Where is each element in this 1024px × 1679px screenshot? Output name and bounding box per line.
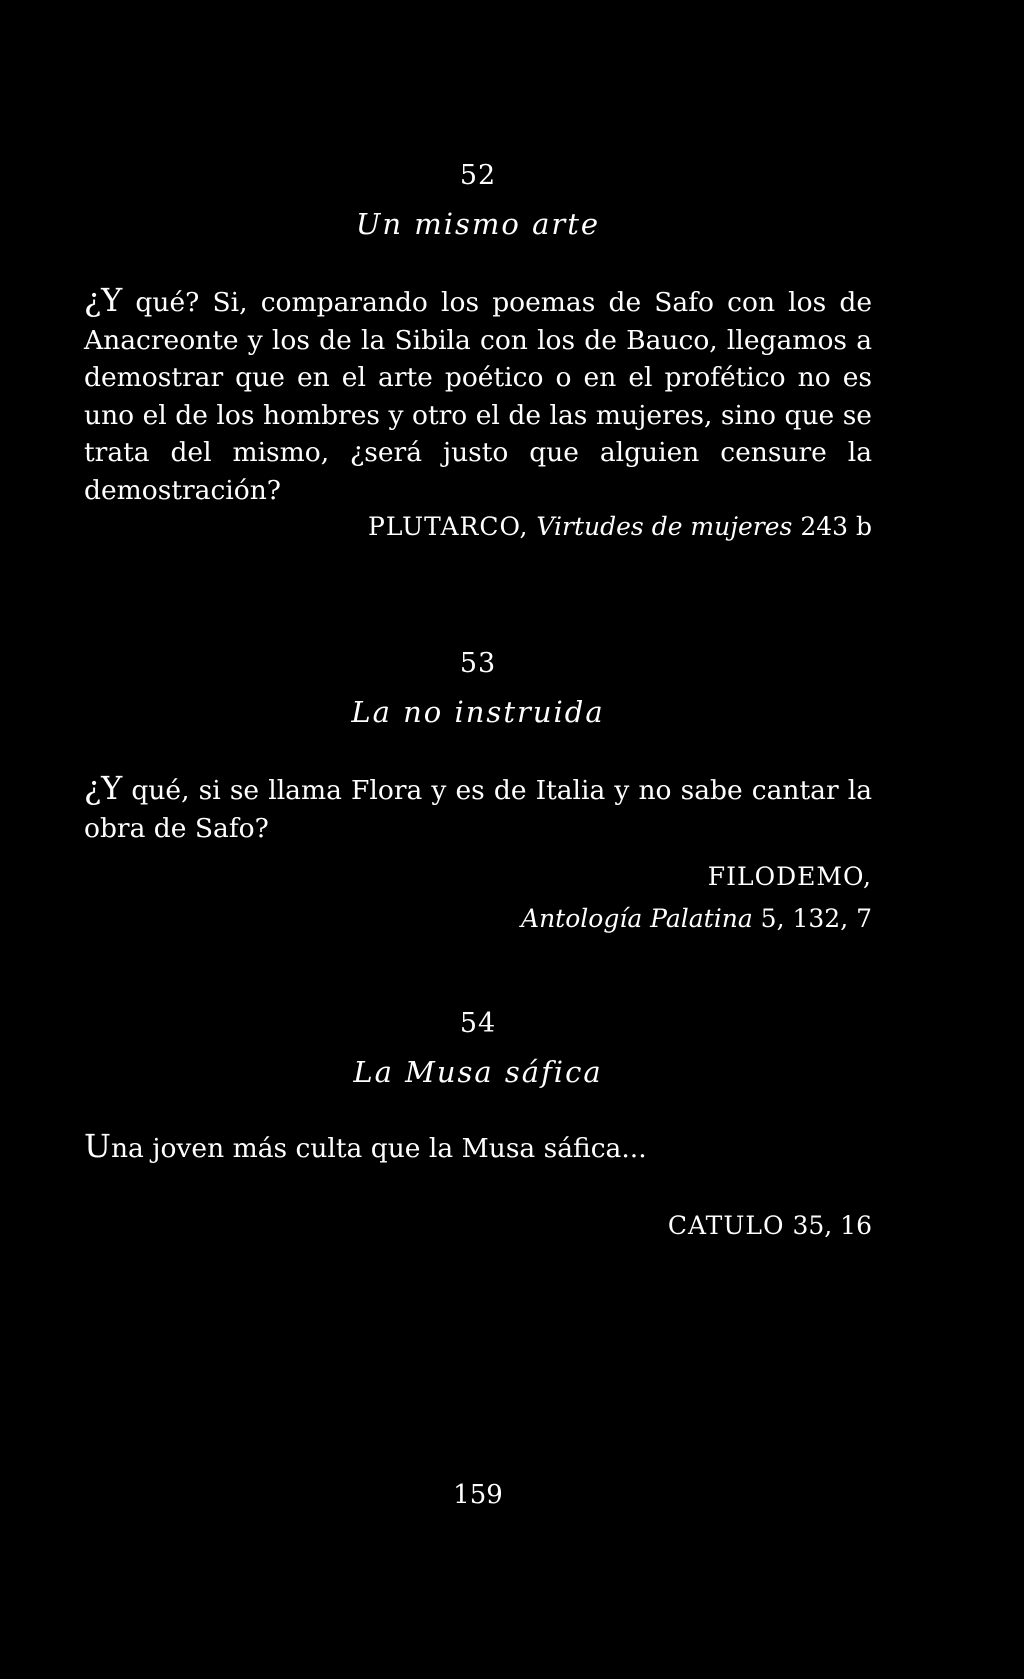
entry-body — [84, 770, 872, 847]
body-text: na joven más culta que la Musa sáfica... — [110, 1133, 647, 1164]
citation-work: Antología Palatina — [521, 904, 753, 933]
body-initial: ¿Y — [84, 769, 123, 807]
page-number: 159 — [453, 1480, 503, 1510]
entry-number: 53 — [459, 648, 497, 679]
body-text: qué? Si, comparando los poemas de Safo con los de Anacreonte y los de la Sibila con los de Bauco, llegamos a demostrar que en el arte poético o en el profético no es uno el de los hombres y otro el de las mujeres, sino que se trata del mismo, ¿será justo que alguien censure la demostración? — [84, 287, 872, 506]
entry-54 — [84, 1008, 872, 1244]
citation-author: CATULO — [667, 1210, 785, 1240]
citation-ref: 5, 132, 7 — [760, 904, 872, 933]
entry-title: Un mismo arte — [355, 207, 601, 241]
entry-title: La Musa sáfica — [353, 1055, 603, 1089]
citation-author-line — [84, 859, 872, 895]
citation — [84, 509, 872, 545]
citation-ref: 35, 16 — [792, 1210, 872, 1240]
entry-53 — [84, 648, 872, 937]
entry-body — [84, 282, 872, 509]
entry-title: La no instruida — [351, 695, 605, 729]
citation-author: FILODEMO, — [707, 862, 872, 891]
citation-ref: 243 b — [800, 512, 872, 541]
entry-number: 52 — [459, 160, 497, 191]
body-initial: ¿Y — [84, 281, 123, 319]
entry-52 — [84, 160, 872, 545]
entry-number: 54 — [459, 1008, 497, 1039]
citation — [84, 1208, 872, 1244]
citation-work-line — [84, 901, 872, 937]
body-initial: U — [84, 1127, 111, 1165]
citation-work: Virtudes de mujeres — [536, 512, 793, 541]
entry-body — [84, 1128, 872, 1168]
book-page — [84, 0, 872, 1679]
citation-author: PLUTARCO, — [368, 512, 529, 541]
body-text: qué, si se llama Flora y es de Italia y no sabe cantar la obra de Safo? — [84, 775, 872, 844]
